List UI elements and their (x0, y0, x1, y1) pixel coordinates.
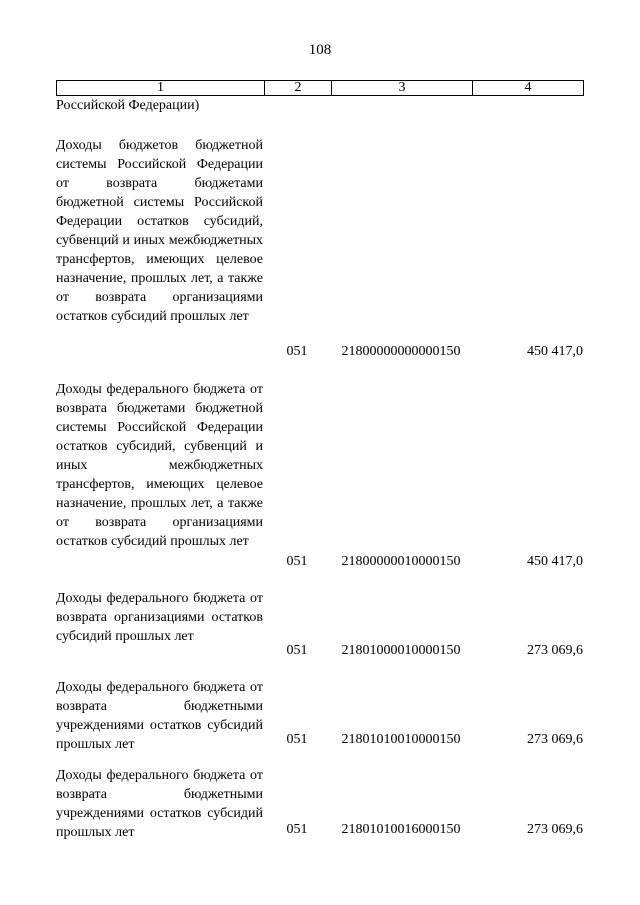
row-description: Доходы бюджетов бюджетной системы Российской Федерации от возврата бюджетами бюджетной системы Российской Федерации остатков субсидий, субвенций и иных межбюджетных трансфертов, имеющих целевое назначение, прошлых лет, а также от возврата организациями остатков субсидий прошлых лет (56, 138, 263, 324)
column-header-table (56, 80, 584, 96)
row-budget-code: 21800000000000150 (341, 344, 461, 359)
row-admin-code: 051 (286, 554, 308, 569)
continuation-text: Российской Федерации) (56, 98, 200, 113)
row-amount: 273 069,6 (527, 732, 583, 747)
row-budget-code: 21801000010000150 (341, 643, 461, 658)
row-amount: 450 417,0 (527, 554, 583, 569)
row-description: Доходы федерального бюджета от возврата бюджетными учреждениями остатков субсидий прошлых лет (56, 680, 263, 752)
row-description: Доходы федерального бюджета от возврата бюджетами бюджетной системы Российской Федерации остатков субсидий, субвенций и иных межбюджетных трансфертов, имеющих целевое назначение, прошлых лет, а также от возврата организациями остатков субсидий прошлых лет (56, 382, 263, 549)
row-description: Доходы федерального бюджета от возврата бюджетными учреждениями остатков субсидий прошлых лет (56, 768, 263, 840)
row-budget-code: 21801010016000150 (341, 822, 461, 837)
row-budget-code: 21801010010000150 (341, 732, 461, 747)
row-admin-code: 051 (286, 344, 308, 359)
column-header-3: 3 (332, 81, 473, 96)
row-amount: 273 069,6 (527, 822, 583, 837)
row-description: Доходы федерального бюджета от возврата организациями остатков субсидий прошлых лет (56, 591, 263, 644)
row-amount: 450 417,0 (527, 344, 583, 359)
row-budget-code: 21800000010000150 (341, 554, 461, 569)
column-header-1: 1 (57, 81, 265, 96)
column-header-2: 2 (265, 81, 332, 96)
row-admin-code: 051 (286, 643, 308, 658)
row-admin-code: 051 (286, 822, 308, 837)
row-admin-code: 051 (286, 732, 308, 747)
row-amount: 273 069,6 (527, 643, 583, 658)
column-header-row (57, 81, 584, 96)
page-number: 108 (308, 42, 332, 58)
column-header-4: 4 (473, 81, 584, 96)
